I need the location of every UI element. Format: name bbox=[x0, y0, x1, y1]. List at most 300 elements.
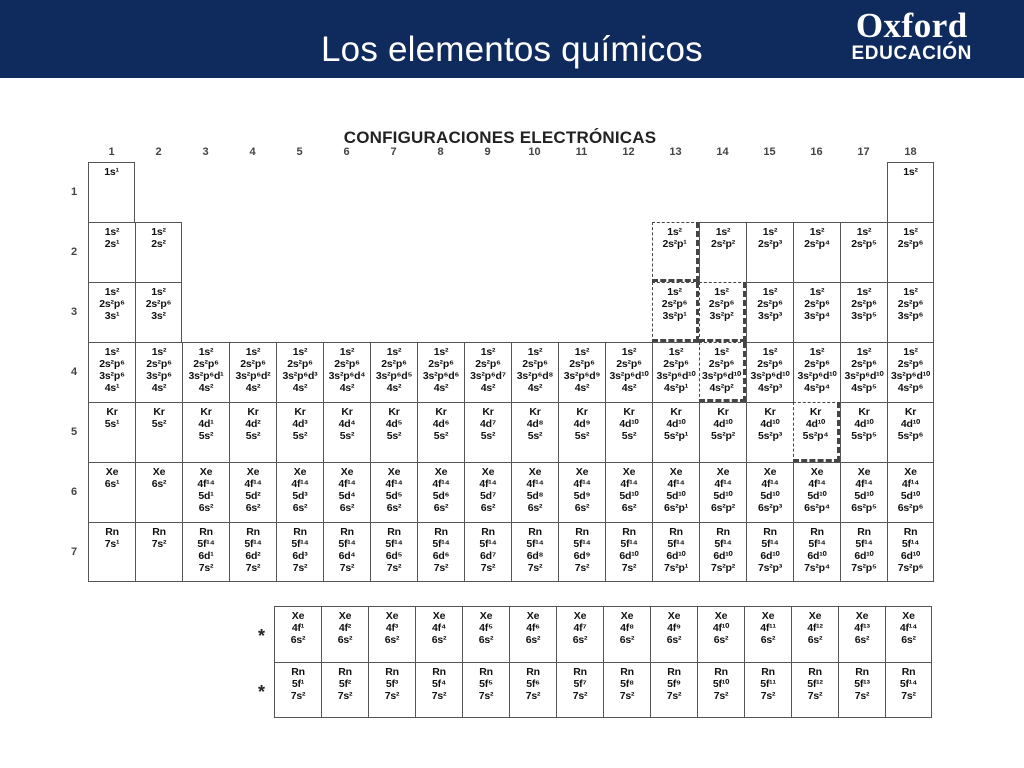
config-line: 7s²p⁵ bbox=[851, 562, 877, 574]
element-cell bbox=[511, 522, 558, 582]
group-label: 2 bbox=[155, 146, 162, 158]
config-line: 7s² bbox=[807, 690, 823, 702]
config-line: Rn bbox=[338, 666, 352, 678]
actinide-cell bbox=[650, 662, 697, 718]
config-line: 1s² bbox=[151, 346, 167, 358]
config-line: Xe bbox=[714, 610, 728, 622]
config-line: 4d³ bbox=[292, 418, 308, 430]
config-line: 5s²p⁴ bbox=[802, 430, 829, 442]
group-label: 8 bbox=[437, 146, 444, 158]
element-cell bbox=[840, 402, 887, 462]
config-line: 6d¹⁰ bbox=[666, 550, 686, 562]
element-cell bbox=[182, 462, 229, 522]
config-line: 4s²p⁴ bbox=[804, 382, 830, 394]
element-cell bbox=[417, 402, 464, 462]
config-line: Rn bbox=[340, 526, 354, 538]
element-cell bbox=[652, 522, 699, 582]
group-label: 14 bbox=[716, 146, 729, 158]
config-line: 4s¹ bbox=[104, 382, 120, 394]
config-line: 1s² bbox=[762, 286, 778, 298]
config-line: 7s² bbox=[384, 690, 400, 702]
actinide-cell bbox=[838, 662, 885, 718]
element-cell bbox=[652, 342, 699, 402]
config-line: 4f¹⁴ bbox=[899, 622, 918, 634]
slide-title: Los elementos químicos bbox=[321, 30, 703, 69]
config-line: 6s² bbox=[245, 502, 261, 514]
lanthanide-cell bbox=[603, 606, 650, 662]
element-cell bbox=[746, 522, 793, 582]
config-line: 4d⁸ bbox=[526, 418, 544, 430]
config-line: 7s² bbox=[666, 690, 682, 702]
config-line: 6s² bbox=[337, 634, 353, 646]
config-line: 7s² bbox=[525, 690, 541, 702]
group-label: 7 bbox=[390, 146, 397, 158]
config-line: 2s²p⁶ bbox=[804, 298, 830, 310]
element-cell bbox=[746, 462, 793, 522]
config-line: 4d¹ bbox=[198, 418, 214, 430]
config-line: 4d¹⁰ bbox=[713, 418, 733, 430]
element-cell bbox=[605, 402, 652, 462]
config-line: 6s² bbox=[339, 502, 355, 514]
config-line: 5d⁷ bbox=[480, 490, 496, 502]
config-line: 5s² bbox=[574, 430, 590, 442]
config-line: 5f¹⁴ bbox=[385, 538, 403, 550]
element-cell bbox=[793, 522, 840, 582]
config-line: 5d¹⁰ bbox=[760, 490, 780, 502]
config-line: 7s² bbox=[854, 690, 870, 702]
element-cell bbox=[135, 342, 182, 402]
actinide-cell bbox=[274, 662, 321, 718]
config-line: Xe bbox=[481, 466, 495, 478]
config-line: 3s²p² bbox=[709, 310, 734, 322]
config-line: 5d⁸ bbox=[526, 490, 544, 502]
config-line: Rn bbox=[434, 526, 448, 538]
config-line: 6s² bbox=[198, 502, 214, 514]
config-line: 7s²p⁴ bbox=[804, 562, 830, 574]
config-line: 7s²p¹ bbox=[663, 562, 689, 574]
element-cell bbox=[699, 282, 746, 342]
config-line: 6s² bbox=[713, 634, 729, 646]
actinide-cell bbox=[368, 662, 415, 718]
config-line: 4f¹⁴ bbox=[620, 478, 638, 490]
config-line: 3s²p⁶ bbox=[146, 370, 172, 382]
config-line: 3s²p⁶ bbox=[99, 370, 125, 382]
config-line: Rn bbox=[808, 666, 822, 678]
config-line: 6s² bbox=[151, 478, 167, 490]
config-line: 7s²p³ bbox=[757, 562, 783, 574]
config-line: 4s² bbox=[433, 382, 449, 394]
config-line: Rn bbox=[152, 526, 166, 538]
element-cell bbox=[887, 462, 934, 522]
config-line: 2s² bbox=[151, 238, 166, 250]
config-line: Rn bbox=[526, 666, 540, 678]
config-line: 3s¹ bbox=[104, 310, 120, 322]
config-line: Rn bbox=[575, 526, 589, 538]
config-line: 5f¹³ bbox=[854, 678, 870, 690]
group-label: 10 bbox=[528, 146, 541, 158]
config-line: Xe bbox=[904, 466, 917, 478]
element-cell bbox=[699, 462, 746, 522]
config-line: Rn bbox=[432, 666, 446, 678]
config-line: 4f¹² bbox=[807, 622, 823, 634]
config-line: 4f¹ bbox=[291, 622, 305, 634]
config-line: 1s² bbox=[715, 226, 731, 238]
config-line: Xe bbox=[669, 466, 683, 478]
element-cell bbox=[135, 402, 182, 462]
config-line: 7s² bbox=[433, 562, 449, 574]
config-line: Xe bbox=[434, 466, 448, 478]
config-line: 2s²p⁶ bbox=[334, 358, 360, 370]
config-line: 3s²p³ bbox=[757, 310, 783, 322]
lanthanide-cell bbox=[791, 606, 838, 662]
config-line: 2s²p⁶ bbox=[99, 358, 125, 370]
config-line: 4d² bbox=[245, 418, 261, 430]
element-cell bbox=[135, 222, 182, 282]
config-line: 4s² bbox=[574, 382, 590, 394]
element-cell bbox=[88, 522, 135, 582]
config-line: Rn bbox=[528, 526, 542, 538]
config-line: 4d⁵ bbox=[385, 418, 403, 430]
element-cell bbox=[88, 162, 135, 222]
element-cell bbox=[840, 522, 887, 582]
element-cell bbox=[276, 342, 323, 402]
config-line: 5f¹⁴ bbox=[244, 538, 262, 550]
config-line: 1s² bbox=[198, 346, 214, 358]
config-line: Rn bbox=[620, 666, 634, 678]
element-cell bbox=[276, 522, 323, 582]
element-cell bbox=[511, 402, 558, 462]
config-line: 5f¹² bbox=[807, 678, 823, 690]
config-line: 7s² bbox=[245, 562, 261, 574]
config-line: 1s² bbox=[292, 346, 308, 358]
element-cell bbox=[323, 522, 370, 582]
config-line: 6s² bbox=[760, 634, 776, 646]
element-cell bbox=[793, 342, 840, 402]
config-line: 5f¹⁴ bbox=[714, 538, 732, 550]
period-label: 5 bbox=[70, 426, 78, 438]
element-cell bbox=[88, 402, 135, 462]
element-cell bbox=[276, 402, 323, 462]
config-line: 5s²p¹ bbox=[663, 430, 689, 442]
config-line: 4f¹⁴ bbox=[901, 478, 920, 490]
element-cell bbox=[511, 342, 558, 402]
config-line: 6s² bbox=[431, 634, 447, 646]
config-line: Kr bbox=[341, 406, 353, 418]
config-line: 2s²p⁵ bbox=[851, 238, 877, 250]
config-line: 5f⁴ bbox=[432, 678, 446, 690]
config-line: 1s² bbox=[903, 226, 918, 238]
config-line: 5d¹⁰ bbox=[666, 490, 686, 502]
element-cell bbox=[558, 402, 605, 462]
config-line: Xe bbox=[199, 466, 213, 478]
period-label: 1 bbox=[70, 186, 78, 198]
config-line: Kr bbox=[294, 406, 306, 418]
config-line: 1s² bbox=[714, 286, 729, 298]
config-line: 2s²p⁴ bbox=[804, 238, 830, 250]
config-line: 5s² bbox=[527, 430, 543, 442]
config-line: 4s² bbox=[151, 382, 167, 394]
element-cell bbox=[229, 342, 276, 402]
config-line: 6s²p¹ bbox=[663, 502, 689, 514]
config-line: 4f¹⁰ bbox=[712, 622, 730, 634]
lanthanide-cell bbox=[650, 606, 697, 662]
config-line: Kr bbox=[106, 406, 118, 418]
group-label: 11 bbox=[575, 146, 588, 158]
config-line: 2s²p⁶ bbox=[99, 298, 125, 310]
group-label: 3 bbox=[202, 146, 209, 158]
config-line: 5s² bbox=[433, 430, 449, 442]
config-line: Xe bbox=[152, 466, 166, 478]
config-line: 6s²p² bbox=[710, 502, 736, 514]
config-line: 5f¹⁴ bbox=[526, 538, 544, 550]
element-cell bbox=[840, 222, 887, 282]
config-line: Xe bbox=[528, 466, 542, 478]
element-cell bbox=[511, 462, 558, 522]
config-line: 3s²p⁶d¹ bbox=[188, 370, 224, 382]
lanthanide-cell bbox=[556, 606, 603, 662]
config-line: 1s² bbox=[386, 346, 402, 358]
config-line: 7s²p⁶ bbox=[897, 562, 924, 574]
config-line: 6s² bbox=[478, 634, 494, 646]
config-line: Rn bbox=[714, 666, 728, 678]
config-line: 4f¹⁴ bbox=[761, 478, 779, 490]
element-cell bbox=[793, 222, 840, 282]
config-line: Rn bbox=[293, 526, 307, 538]
element-cell bbox=[558, 342, 605, 402]
config-line: Kr bbox=[717, 406, 729, 418]
config-line: 4f¹³ bbox=[854, 622, 870, 634]
config-line: 5f¹⁴ bbox=[197, 538, 215, 550]
group-label: 6 bbox=[343, 146, 350, 158]
actinide-cell bbox=[697, 662, 744, 718]
config-line: 7s² bbox=[386, 562, 402, 574]
element-cell bbox=[417, 522, 464, 582]
config-line: 4f² bbox=[338, 622, 352, 634]
config-line: 6d¹⁰ bbox=[900, 550, 921, 562]
config-line: 5s² bbox=[386, 430, 402, 442]
config-line: 1s² bbox=[714, 346, 729, 358]
actinide-cell bbox=[321, 662, 368, 718]
config-line: 2s²p⁶ bbox=[851, 298, 877, 310]
config-line: 5s²p² bbox=[710, 430, 736, 442]
config-line: 2s¹ bbox=[104, 238, 120, 250]
period-label: 2 bbox=[70, 246, 78, 258]
config-line: 7s² bbox=[901, 690, 916, 702]
config-line: 5f³ bbox=[385, 678, 399, 690]
config-line: 1s² bbox=[104, 286, 120, 298]
config-line: 7s² bbox=[713, 690, 729, 702]
config-line: 5f¹⁴ bbox=[761, 538, 779, 550]
element-cell bbox=[417, 462, 464, 522]
config-line: 5d¹⁰ bbox=[900, 490, 921, 502]
config-line: 4f⁹ bbox=[667, 622, 681, 634]
config-line: 5f¹¹ bbox=[760, 678, 776, 690]
config-line: Rn bbox=[573, 666, 587, 678]
config-line: 4f¹⁴ bbox=[432, 478, 450, 490]
config-line: 1s² bbox=[903, 286, 918, 298]
period-label: 4 bbox=[70, 366, 78, 378]
config-line: 4s²p⁶ bbox=[897, 382, 924, 394]
config-line: 5s²p³ bbox=[757, 430, 783, 442]
config-line: 6s² bbox=[525, 634, 541, 646]
config-line: 3s²p⁶ bbox=[897, 310, 924, 322]
config-line: 4d⁶ bbox=[432, 418, 450, 430]
config-line: 3s²p⁶d¹⁰ bbox=[702, 370, 741, 382]
lanthanide-cell bbox=[462, 606, 509, 662]
config-line: 1s² bbox=[574, 346, 590, 358]
config-line: 7s²p² bbox=[710, 562, 736, 574]
config-line: 2s²p³ bbox=[757, 238, 783, 250]
header-bar bbox=[0, 0, 1024, 78]
config-line: 7s² bbox=[151, 538, 167, 550]
actinide-cell bbox=[415, 662, 462, 718]
element-cell bbox=[793, 402, 840, 462]
group-label: 5 bbox=[296, 146, 303, 158]
config-line: 4f¹⁴ bbox=[385, 478, 403, 490]
config-line: 6d⁴ bbox=[338, 550, 356, 562]
group-label: 17 bbox=[857, 146, 870, 158]
config-line: 6d⁸ bbox=[526, 550, 544, 562]
config-line: 5f¹⁴ bbox=[432, 538, 450, 550]
config-line: 7s² bbox=[292, 562, 308, 574]
element-cell bbox=[370, 342, 417, 402]
config-line: 1s² bbox=[668, 346, 684, 358]
config-line: Xe bbox=[526, 610, 540, 622]
config-line: 7s² bbox=[619, 690, 635, 702]
config-line: 7s² bbox=[290, 690, 306, 702]
config-line: 6d⁵ bbox=[385, 550, 403, 562]
element-cell bbox=[135, 282, 182, 342]
config-line: 2s²p⁶ bbox=[897, 238, 924, 250]
config-line: Xe bbox=[810, 466, 824, 478]
config-line: 4d¹⁰ bbox=[900, 418, 921, 430]
lanthanide-cell bbox=[274, 606, 321, 662]
actinide-cell bbox=[462, 662, 509, 718]
config-line: 2s²p⁶ bbox=[240, 358, 266, 370]
config-line: Rn bbox=[387, 526, 401, 538]
config-line: 5f¹⁴ bbox=[479, 538, 497, 550]
config-line: Xe bbox=[808, 610, 822, 622]
config-line: 6s²p³ bbox=[757, 502, 783, 514]
config-line: Xe bbox=[293, 466, 307, 478]
config-line: 3s²p⁶d⁹ bbox=[563, 370, 601, 382]
config-line: 5f⁹ bbox=[667, 678, 681, 690]
config-line: Rn bbox=[855, 666, 869, 678]
config-line: 5d² bbox=[245, 490, 261, 502]
config-line: 5f⁷ bbox=[573, 678, 587, 690]
config-line: 1s² bbox=[903, 166, 918, 178]
config-line: 2s²p⁶ bbox=[663, 358, 689, 370]
element-cell bbox=[370, 402, 417, 462]
config-line: Kr bbox=[153, 406, 165, 418]
config-line: 5d¹⁰ bbox=[713, 490, 733, 502]
config-line: 4d¹⁰ bbox=[854, 418, 874, 430]
element-cell bbox=[88, 462, 135, 522]
config-line: 4s² bbox=[386, 382, 402, 394]
element-cell bbox=[464, 342, 511, 402]
config-line: 5s² bbox=[245, 430, 261, 442]
lanthanide-cell bbox=[509, 606, 556, 662]
element-cell bbox=[605, 522, 652, 582]
config-line: 3s²p¹ bbox=[662, 310, 687, 322]
lanthanide-cell bbox=[885, 606, 932, 662]
config-line: 4f³ bbox=[385, 622, 399, 634]
lanthanide-cell bbox=[697, 606, 744, 662]
config-line: 6s² bbox=[572, 634, 588, 646]
config-line: 6s² bbox=[854, 634, 870, 646]
config-line: Kr bbox=[858, 406, 870, 418]
config-line: Rn bbox=[479, 666, 493, 678]
config-line: 6s² bbox=[386, 502, 402, 514]
config-line: 4f¹⁴ bbox=[714, 478, 732, 490]
element-cell bbox=[558, 522, 605, 582]
config-line: 5f¹⁴ bbox=[901, 538, 920, 550]
config-line: Rn bbox=[667, 666, 681, 678]
config-line: Rn bbox=[199, 526, 213, 538]
config-line: 5s² bbox=[151, 418, 167, 430]
element-cell bbox=[182, 522, 229, 582]
config-line: 5d⁵ bbox=[385, 490, 403, 502]
config-line: 1s² bbox=[527, 346, 543, 358]
config-line: Xe bbox=[622, 466, 636, 478]
config-line: 2s²p⁶ bbox=[708, 358, 735, 370]
lanthanide-cell bbox=[415, 606, 462, 662]
config-line: 1s² bbox=[245, 346, 261, 358]
config-line: Rn bbox=[622, 526, 636, 538]
config-line: Rn bbox=[857, 526, 871, 538]
config-line: Xe bbox=[855, 610, 869, 622]
element-cell bbox=[699, 222, 746, 282]
config-line: Kr bbox=[764, 406, 776, 418]
config-line: 6s²p⁴ bbox=[804, 502, 830, 514]
element-cell bbox=[699, 402, 746, 462]
config-line: 4s² bbox=[480, 382, 496, 394]
element-cell bbox=[840, 282, 887, 342]
config-line: Rn bbox=[903, 526, 918, 538]
config-line: 7s² bbox=[760, 690, 776, 702]
config-line: Kr bbox=[809, 406, 822, 418]
config-line: 5s² bbox=[339, 430, 355, 442]
element-cell bbox=[464, 522, 511, 582]
config-line: 6s² bbox=[807, 634, 823, 646]
config-line: 2s²p⁶ bbox=[287, 358, 313, 370]
config-line: Kr bbox=[247, 406, 259, 418]
config-line: 7s² bbox=[574, 562, 590, 574]
config-line: 6d¹⁰ bbox=[619, 550, 639, 562]
config-line: 7s² bbox=[339, 562, 355, 574]
group-label: 16 bbox=[810, 146, 823, 158]
config-line: Rn bbox=[385, 666, 399, 678]
config-line: 2s²p⁶ bbox=[522, 358, 548, 370]
config-line: 6s² bbox=[527, 502, 543, 514]
config-line: 2s²p⁶ bbox=[145, 298, 172, 310]
config-line: 3s²p⁶d⁶ bbox=[422, 370, 460, 382]
config-line: 6d⁶ bbox=[432, 550, 450, 562]
config-line: Xe bbox=[857, 466, 871, 478]
config-line: 1s² bbox=[809, 286, 825, 298]
config-line: 6s² bbox=[433, 502, 449, 514]
element-cell bbox=[887, 342, 934, 402]
element-cell bbox=[323, 342, 370, 402]
config-line: 4f⁷ bbox=[573, 622, 587, 634]
config-line: Kr bbox=[529, 406, 541, 418]
config-line: 3s²p⁶d¹⁰ bbox=[609, 370, 649, 382]
element-cell bbox=[276, 462, 323, 522]
config-line: 3s²p⁴ bbox=[804, 310, 830, 322]
config-line: 1s² bbox=[903, 346, 918, 358]
config-line: 4s² bbox=[292, 382, 308, 394]
config-line: 2s²p¹ bbox=[662, 238, 687, 250]
